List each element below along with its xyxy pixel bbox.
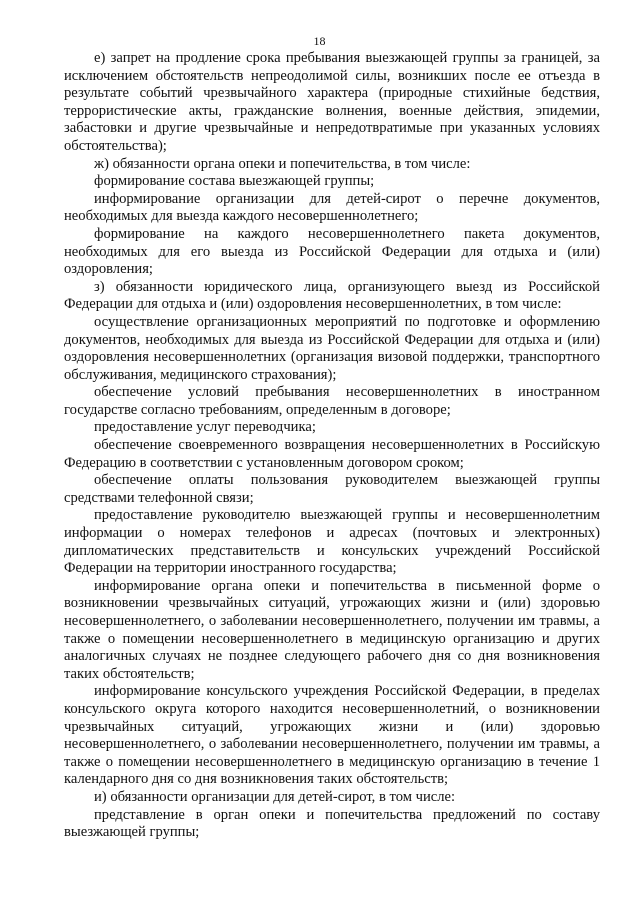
list-item: предоставление услуг переводчика; [94,419,316,436]
list-item: предоставление руководителю выезжающей группы и несовершеннолетним информации о номерах телефонов и адресах (почтовых и электронных) дипломатических представительств и консульских учреждений Российской Федерации на территории иностранного государства; [64,507,600,577]
list-item: обеспечение условий пребывания несовершеннолетних в иностранном государстве согласно требованиям, определенным в договоре; [64,384,600,418]
paragraph-e-trip-extension-ban: е) запрет на продление срока пребывания выезжающей группы за границей, за исключением обстоятельств непреодолимой силы, возникших после ее отъезда в результате событий чрезвычайного характера (природные стихийные бедствия, террористические акты, гражданские волнения, военные действия, эпидемии, забастовки и другие чрезвычайные и непредотвратимые при указанных условиях обстоятельства); [64,50,600,154]
list-item: формирование на каждого несовершеннолетнего пакета документов, необходимых для его выезда из Российской Федерации для отдыха и (или) оздоровления; [64,225,600,278]
list-item: информирование организации для детей-сирот о перечне документов, необходимых для выезда каждого несовершеннолетнего; [64,190,600,225]
list-item: информирование органа опеки и попечительства в письменной форме о возникновении чрезвычайных ситуаций, угрожающих жизни и (или) здоровью несовершеннолетнего, о заболевании несовершеннолетнего, получении им травмы, а также о помещении несовершеннолетнего в медицинскую организацию и других аналогичных случаях не позднее следующего рабочего дня со дня возникновения таких обстоятельств; [64,577,600,682]
document-body [64,50,600,842]
list-item: обеспечение оплаты пользования руководителем выезжающей группы средствами телефонной связи; [64,472,600,506]
list-item: информирование консульского учреждения Российской Федерации, в пределах консульского округа которого находится несовершеннолетний, о возникновении чрезвычайных ситуаций, угрожающих жизни и (или) здоровью несовершеннолетнего, о заболевании несовершеннолетнего, получении им травмы, а также о помещении несовершеннолетнего в медицинскую организацию в течение 1 календарного дня со дня возникновения таких обстоятельств; [64,683,600,788]
list-item: обеспечение своевременного возвращения несовершеннолетних в Российскую Федерацию в соответствии с установленным договором сроком; [64,437,600,471]
page-number: 18 [313,34,326,48]
paragraph-z-legal-entity-duties: з) обязанности юридического лица, организующего выезд из Российской Федерации для отдыха и (или) оздоровления несовершеннолетних, в том числе: [64,278,600,313]
list-item: формирование состава выезжающей группы; [94,173,375,190]
list-item: осуществление организационных мероприятий по подготовке и оформлению документов, необходимых для выезда из Российской Федерации для отдыха и (или) оздоровления несовершеннолетних (организация визовой поддержки, транспортного обслуживания, медицинского страхования); [64,313,600,383]
paragraph-i-orphan-organization-duties: и) обязанности организации для детей-сирот, в том числе: [94,788,456,805]
paragraph-zh-guardianship-duties: ж) обязанности органа опеки и попечительства, в том числе: [94,155,471,172]
list-item: представление в орган опеки и попечительства предложений по составу выезжающей группы; [64,806,600,841]
